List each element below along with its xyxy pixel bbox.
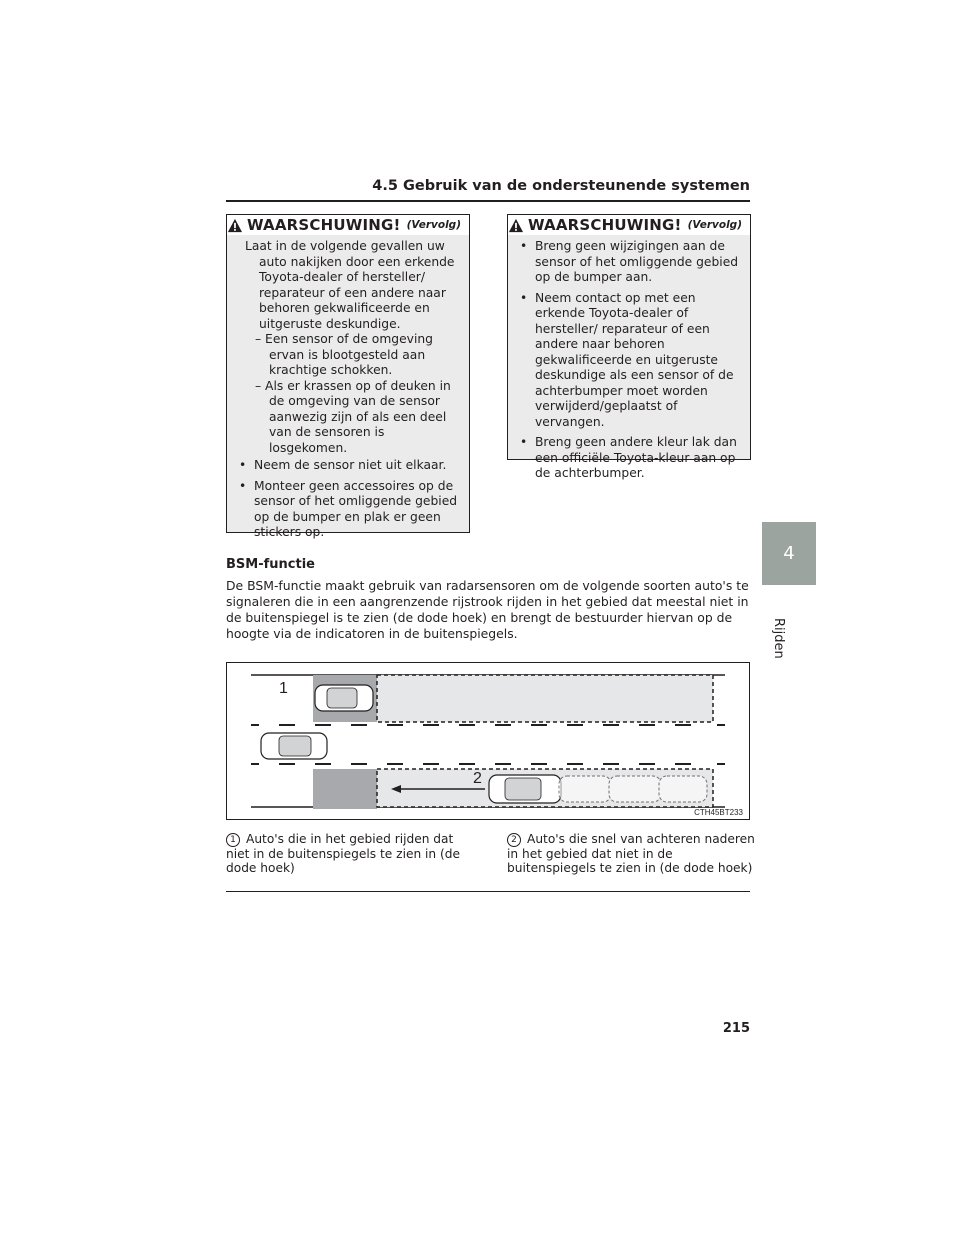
bullet-glyph: • bbox=[239, 478, 247, 493]
bullet-glyph: • bbox=[239, 458, 247, 472]
blind-spot-zone bbox=[313, 769, 377, 809]
section-paragraph: De BSM-functie maakt gebruik van radarsensoren om de volgende soorten auto's te signaleren die in een aangrenzende rijstrook rijden in het gebied dat meestal niet in de buitenspiegel is te zien (de dode hoek) en brengt de bestuurder hiervan op de hoogte via de indicatoren in de buitenspiegels. bbox=[226, 578, 749, 641]
figure-label-1: 1 bbox=[279, 680, 288, 697]
bullet-text: Breng geen andere kleur lak dan een officiële Toyota-kleur aan op de achterbumper. bbox=[535, 435, 737, 480]
approaching-car-ghost-icon bbox=[559, 776, 707, 802]
header-rule bbox=[226, 200, 750, 202]
bottom-rule bbox=[226, 891, 750, 892]
warning-triangle-icon bbox=[508, 217, 524, 234]
warning-subtitle: (Vervolg) bbox=[687, 219, 742, 231]
page-number: 215 bbox=[722, 1021, 750, 1036]
warning-title: WAARSCHUWING! bbox=[246, 216, 401, 234]
warning-dash-item: – Een sensor of de omgeving ervan is blootgesteld aan krachtige schokken. bbox=[255, 332, 433, 377]
caption-2 bbox=[507, 832, 757, 875]
warning-bullet bbox=[518, 291, 742, 431]
road-diagram bbox=[227, 663, 749, 819]
caption-number-icon: 1 bbox=[226, 833, 240, 847]
caption-number-icon: 2 bbox=[507, 833, 521, 847]
bullet-text: Neem de sensor niet uit elkaar. bbox=[254, 458, 447, 472]
warning-subtitle: (Vervolg) bbox=[406, 219, 461, 231]
caption-1 bbox=[226, 832, 476, 875]
bullet-text: Neem contact op met een erkende Toyota-dealer of hersteller/ reparateur of een andere naar behoren gekwalificeerde en uitgeruste deskundige als een sensor of de achterbumper moet worden verwijderd/geplaatst of vervangen. bbox=[535, 290, 734, 429]
warning-bullet bbox=[518, 435, 742, 482]
warning-box-right bbox=[507, 214, 751, 480]
bullet-text: Monteer geen accessoires op de sensor of het omliggende gebied op de bumper en plak er geen stickers op. bbox=[254, 478, 458, 539]
bullet-glyph: • bbox=[520, 290, 528, 305]
car-icon bbox=[315, 685, 373, 711]
warning-box-left bbox=[226, 214, 470, 539]
bsm-illustration bbox=[226, 662, 750, 820]
warning-header bbox=[508, 215, 750, 235]
warning-body bbox=[508, 235, 750, 495]
warning-bullet bbox=[237, 458, 461, 474]
warning-body bbox=[227, 235, 469, 554]
detection-zone bbox=[377, 675, 713, 722]
chapter-label: Rijden bbox=[771, 618, 786, 659]
warning-intro: Laat in de volgende gevallen uw auto nakijken door een erkende Toyota-dealer of hersteller/ reparateur of een andere naar behoren gekwalificeerde en uitgeruste deskundige. bbox=[245, 239, 455, 331]
page-header-title: 4.5 Gebruik van de ondersteunende systemen bbox=[372, 178, 750, 194]
warning-bullet bbox=[518, 239, 742, 286]
bullet-glyph: • bbox=[520, 239, 528, 253]
section-heading: BSM-functie bbox=[226, 557, 315, 572]
chapter-number: 4 bbox=[783, 543, 795, 564]
warning-title: WAARSCHUWING! bbox=[527, 216, 682, 234]
bullet-glyph: • bbox=[520, 435, 528, 449]
warning-dash-item: – Als er krassen op of deuken in de omgeving van de sensor aanwezig zijn of als een deel van de sensoren is losgekomen. bbox=[255, 378, 451, 455]
bullet-text: Breng geen wijzigingen aan de sensor of het omliggende gebied op de bumper aan. bbox=[535, 239, 739, 284]
warning-header bbox=[227, 215, 469, 235]
figure-code: CTH45BT233 bbox=[694, 808, 743, 817]
figure-label-2: 2 bbox=[473, 770, 482, 787]
ego-car-icon bbox=[261, 733, 327, 759]
approaching-car-icon bbox=[489, 775, 561, 803]
caption-text: Auto's die snel van achteren naderen in het gebied dat niet in de buitenspiegels te zien in (de dode hoek) bbox=[507, 832, 755, 875]
caption-text: Auto's die in het gebied rijden dat niet in de buitenspiegels te zien in (de dode hoek) bbox=[226, 832, 461, 875]
warning-bullet bbox=[237, 479, 461, 541]
chapter-tab bbox=[762, 522, 816, 585]
warning-triangle-icon bbox=[227, 217, 243, 234]
